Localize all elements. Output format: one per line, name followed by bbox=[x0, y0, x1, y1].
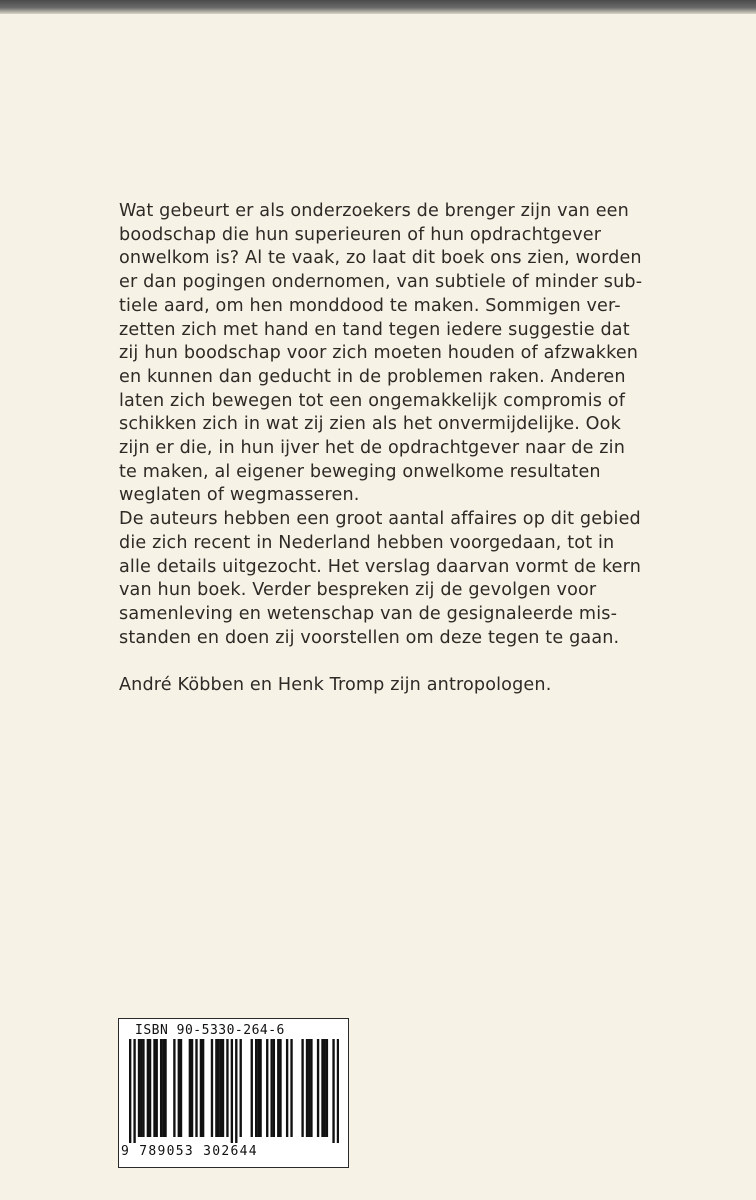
barcode-bar bbox=[133, 1039, 135, 1143]
barcode-bar bbox=[180, 1039, 182, 1137]
barcode-bar bbox=[129, 1039, 131, 1143]
barcode-bar bbox=[202, 1039, 204, 1137]
barcode-bar bbox=[231, 1039, 233, 1143]
barcode-bars bbox=[129, 1039, 339, 1143]
barcode-bar bbox=[332, 1039, 334, 1143]
barcode-bar bbox=[147, 1039, 149, 1137]
blurb-line: van hun boek. Verder bespreken zij de gevolgen voor bbox=[119, 580, 597, 601]
barcode-bar bbox=[317, 1039, 319, 1137]
blurb-line: te maken, al eigener beweging onwelkome resultaten bbox=[119, 461, 601, 482]
authors-line: André Köbben en Henk Tromp zijn antropologen. bbox=[119, 675, 552, 696]
ean-digits: 9 789053 302644 bbox=[121, 1144, 258, 1159]
barcode-bar bbox=[162, 1039, 164, 1137]
top-edge-band bbox=[0, 0, 756, 14]
barcode-bar bbox=[257, 1039, 259, 1137]
barcode-bar bbox=[220, 1039, 222, 1137]
barcode-bar bbox=[140, 1039, 142, 1137]
barcode-bar bbox=[326, 1039, 328, 1137]
barcode-bar bbox=[324, 1039, 326, 1137]
barcode-bar bbox=[195, 1039, 197, 1137]
barcode-bar bbox=[308, 1039, 310, 1137]
barcode-bar bbox=[266, 1039, 268, 1137]
barcode-bar bbox=[306, 1039, 308, 1137]
barcode-bar bbox=[251, 1039, 253, 1137]
blurb-line: alle details uitgezocht. Het verslag daarvan vormt de kern bbox=[119, 556, 642, 577]
barcode-bar bbox=[215, 1039, 217, 1137]
blurb-line: zetten zich met hand en tand tegen iedere suggestie dat bbox=[119, 319, 630, 340]
paragraph-gap bbox=[119, 650, 639, 674]
barcode-bar bbox=[142, 1039, 144, 1137]
barcode-bar bbox=[310, 1039, 312, 1137]
barcode-bar bbox=[321, 1039, 323, 1137]
blurb-line: samenleving en wetenschap van de gesignaleerde mis- bbox=[119, 603, 618, 624]
barcode-bar bbox=[153, 1039, 155, 1137]
barcode-bar bbox=[290, 1039, 292, 1137]
barcode-bar bbox=[279, 1039, 281, 1137]
barcode-bar bbox=[273, 1039, 275, 1137]
barcode-bar bbox=[286, 1039, 288, 1137]
blurb-line: onwelkom is? Al te vaak, zo laat dit boek ons zien, worden bbox=[119, 248, 642, 269]
barcode-bar bbox=[270, 1039, 272, 1137]
blurb-line: Wat gebeurt er als onderzoekers de brenger zijn van een bbox=[119, 201, 629, 221]
barcode-bar bbox=[189, 1039, 191, 1137]
barcode-bar bbox=[178, 1039, 180, 1137]
barcode-bar bbox=[235, 1039, 237, 1143]
barcode-bar bbox=[200, 1039, 202, 1137]
barcode-bar bbox=[222, 1039, 224, 1137]
blurb-line: zij hun boodschap voor zich moeten houden of afzwakken bbox=[119, 343, 639, 364]
blurb-text bbox=[119, 200, 643, 698]
blurb-line: die zich recent in Nederland hebben voorgedaan, tot in bbox=[119, 532, 615, 553]
blurb-line: standen en doen zij voorstellen om deze tegen te gaan. bbox=[119, 627, 620, 648]
blurb-line: zijn er die, in hun ijver het de opdrachtgever naar de zin bbox=[119, 438, 626, 459]
blurb-line: schikken zich in wat zij zien als het onvermijdelijke. Ook bbox=[119, 414, 621, 435]
barcode-bar bbox=[211, 1039, 213, 1137]
barcode-bar bbox=[259, 1039, 261, 1137]
barcode-bar bbox=[255, 1039, 257, 1137]
barcode-bar bbox=[191, 1039, 193, 1137]
blurb-line: De auteurs hebben een groot aantal affaires op dit gebied bbox=[119, 509, 641, 530]
blurb-line: er dan pogingen ondernomen, van subtiele of minder sub- bbox=[119, 272, 643, 293]
blurb-line: boodschap die hun superieuren of hun opdrachtgever bbox=[119, 224, 602, 245]
barcode-bar bbox=[138, 1039, 140, 1137]
barcode-bar bbox=[277, 1039, 279, 1137]
barcode-bar bbox=[240, 1039, 242, 1137]
barcode-bar bbox=[301, 1039, 303, 1137]
barcode-bar bbox=[173, 1039, 175, 1137]
blurb-line: tiele aard, om hen monddood te maken. Sommigen ver- bbox=[119, 295, 621, 316]
isbn-barcode bbox=[118, 1018, 349, 1168]
barcode-bar bbox=[156, 1039, 158, 1137]
blurb-line: weglaten of wegmasseren. bbox=[119, 485, 360, 506]
barcode-bar bbox=[226, 1039, 228, 1137]
isbn-label: ISBN 90-5330-264-6 bbox=[135, 1023, 285, 1038]
barcode-bar bbox=[149, 1039, 151, 1137]
barcode-bar bbox=[164, 1039, 166, 1137]
barcode-bar bbox=[160, 1039, 162, 1137]
barcode-bar bbox=[337, 1039, 339, 1143]
barcode-bar bbox=[217, 1039, 219, 1137]
blurb-line: en kunnen dan geducht in de problemen raken. Anderen bbox=[119, 366, 626, 387]
blurb-line: laten zich bewegen tot een ongemakkelijk compromis of bbox=[119, 390, 626, 411]
